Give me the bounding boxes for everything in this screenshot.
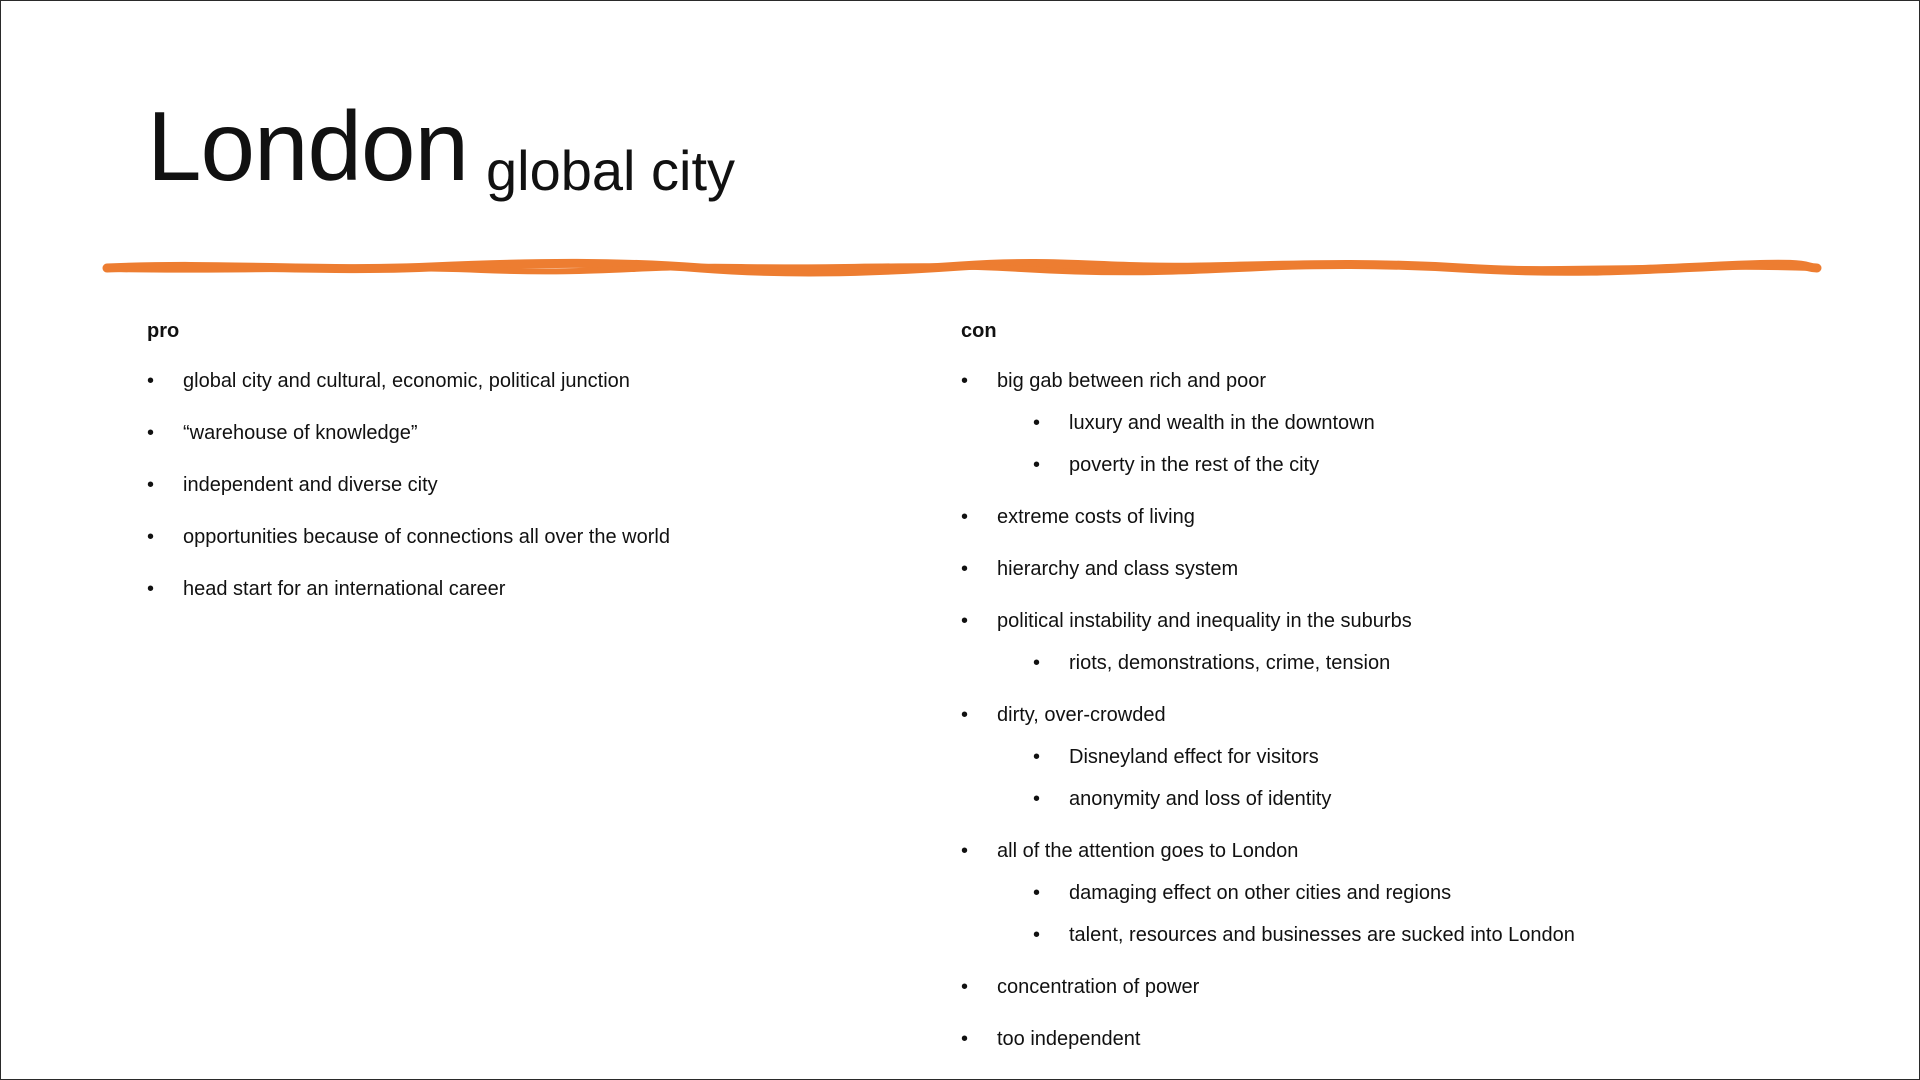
list-subitem-text: riots, demonstrations, crime, tension <box>1069 652 1391 674</box>
bullet-icon: • <box>1033 412 1041 434</box>
bullet-icon: • <box>961 840 969 862</box>
list-item <box>961 369 1861 393</box>
list-item-text: independent and diverse city <box>183 474 438 496</box>
list-item-text: political instability and inequality in the suburbs <box>997 610 1412 632</box>
list-item <box>961 975 1861 999</box>
title-subtitle: global city <box>486 139 736 202</box>
bullet-icon: • <box>1033 746 1041 768</box>
title-main: London <box>147 91 469 201</box>
bullet-icon: • <box>147 474 155 496</box>
list-subitem-text: Disneyland effect for visitors <box>1069 746 1319 768</box>
list-item <box>147 577 907 601</box>
con-list <box>961 369 1861 1051</box>
con-column <box>961 319 1861 1051</box>
bullet-icon: • <box>147 578 155 600</box>
list-item <box>147 473 907 497</box>
bullet-icon: • <box>961 370 969 392</box>
bullet-icon: • <box>961 558 969 580</box>
bullet-icon: • <box>961 506 969 528</box>
list-subitem <box>961 923 1861 947</box>
list-subitem-text: damaging effect on other cities and regions <box>1069 882 1452 904</box>
list-item-text: dirty, over-crowded <box>997 704 1166 726</box>
list-item-text: too independent <box>997 1028 1141 1050</box>
con-heading: con <box>961 320 997 342</box>
list-item-text: all of the attention goes to London <box>997 840 1299 862</box>
list-item-text: hierarchy and class system <box>997 558 1239 580</box>
list-item <box>147 369 907 393</box>
list-item-text: “warehouse of knowledge” <box>183 422 418 444</box>
list-item-text: opportunities because of connections all over the world <box>183 526 670 548</box>
bullet-icon: • <box>147 370 155 392</box>
list-subitem <box>961 651 1861 675</box>
list-item-text: concentration of power <box>997 976 1200 998</box>
list-item-text: extreme costs of living <box>997 506 1195 528</box>
bullet-icon: • <box>961 610 969 632</box>
list-item-text: global city and cultural, economic, political junction <box>183 370 630 392</box>
bullet-icon: • <box>1033 882 1041 904</box>
list-subitem-text: poverty in the rest of the city <box>1069 454 1320 476</box>
list-item <box>961 1027 1861 1051</box>
pro-list <box>147 369 907 601</box>
list-item <box>961 505 1861 529</box>
bullet-icon: • <box>1033 652 1041 674</box>
orange-brush-stroke <box>101 253 1823 283</box>
list-item-text: head start for an international career <box>183 578 506 600</box>
list-item-text: big gab between rich and poor <box>997 370 1267 392</box>
slide-title <box>147 91 736 202</box>
bullet-icon: • <box>1033 924 1041 946</box>
list-subitem <box>961 453 1861 477</box>
list-item <box>961 557 1861 581</box>
bullet-icon: • <box>147 422 155 444</box>
bullet-icon: • <box>961 1028 969 1050</box>
list-item <box>147 421 907 445</box>
bullet-icon: • <box>1033 788 1041 810</box>
list-item <box>147 525 907 549</box>
bullet-icon: • <box>1033 454 1041 476</box>
pro-heading: pro <box>147 320 180 342</box>
list-subitem <box>961 745 1861 769</box>
list-subitem <box>961 411 1861 435</box>
list-subitem-text: luxury and wealth in the downtown <box>1069 412 1375 434</box>
list-item <box>961 703 1861 727</box>
list-subitem-text: talent, resources and businesses are sucked into London <box>1069 924 1575 946</box>
list-item <box>961 609 1861 633</box>
bullet-icon: • <box>147 526 155 548</box>
brush-stroke-path-b <box>111 265 1813 272</box>
list-subitem <box>961 881 1861 905</box>
list-item <box>961 839 1861 863</box>
list-subitem-text: anonymity and loss of identity <box>1069 788 1332 810</box>
list-subitem <box>961 787 1861 811</box>
bullet-icon: • <box>961 976 969 998</box>
bullet-icon: • <box>961 704 969 726</box>
pro-column <box>147 319 907 601</box>
